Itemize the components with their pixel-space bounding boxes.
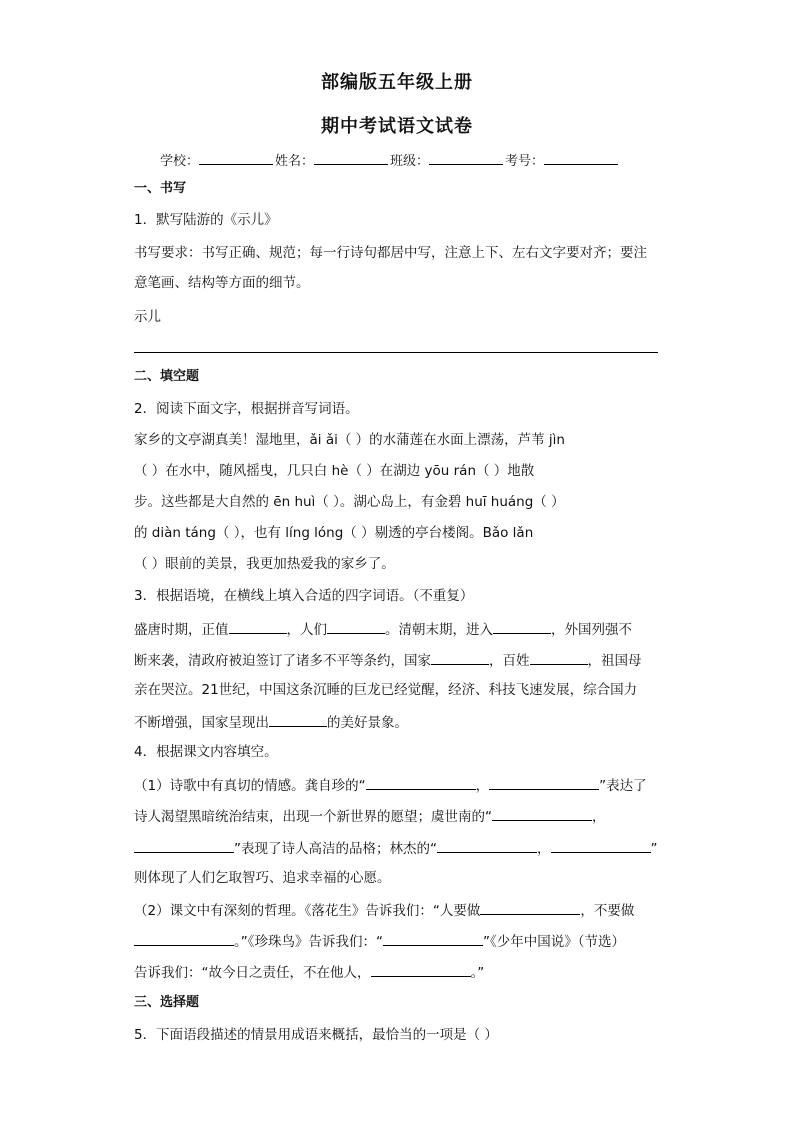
question-4-line1 <box>134 775 647 795</box>
section-heading-choice: 三、选择题 <box>134 995 200 1010</box>
question-4-line4: 则体现了人们乞取智巧、追求幸福的心愿。 <box>134 870 391 886</box>
school-blank <box>199 150 273 165</box>
exam-title-grade: 部编版五年级上册 <box>321 72 473 93</box>
text-fragment: ，不要做 <box>580 903 635 919</box>
text-fragment: ，人们 <box>286 622 327 638</box>
text-fragment: 。清朝末期，进入 <box>385 622 493 638</box>
question-3-line4 <box>134 712 408 732</box>
answer-blank <box>371 962 471 977</box>
text-fragment: 告诉我们：“故今日之责任，不在他人， <box>134 965 371 981</box>
question-2: 2．阅读下面文字，根据拼音写词语。 <box>134 401 359 417</box>
question-2-passage-line5: （ ）眼前的美景，我更加热爱我的家乡了。 <box>134 556 395 572</box>
question-4: 4．根据课文内容填空。 <box>134 744 278 760</box>
question-1-requirement-line2: 意笔画、结构等方面的细节。 <box>134 275 310 291</box>
question-4-line3 <box>134 838 658 858</box>
question-5: 5．下面语段描述的情景用成语来概括，最恰当的一项是（ ） <box>134 1027 498 1043</box>
question-3: 3．根据语境，在横线上填入合适的四字词语。（不重复） <box>134 588 474 604</box>
question-4-line2 <box>134 806 606 826</box>
answer-blank <box>229 619 287 634</box>
answer-blank <box>489 775 599 790</box>
question-3-line3: 亲在哭泣。21世纪，中国这条沉睡的巨龙已经觉醒，经济、科技飞速发展，综合国力 <box>134 682 638 698</box>
name-blank <box>314 150 388 165</box>
school-label: 学校： <box>160 154 200 169</box>
question-1-poem-title: 示儿 <box>134 309 161 325</box>
text-fragment: 的美好景象。 <box>327 715 408 731</box>
text-fragment: 盛唐时期，正值 <box>134 622 229 638</box>
text-fragment: （1）诗歌中有真切的情感。龚自珍的“ <box>134 778 366 794</box>
text-fragment: ，祖国母 <box>587 653 642 669</box>
section-heading-fill-in: 二、填空题 <box>134 369 200 384</box>
answer-blank <box>383 931 483 946</box>
text-fragment: ”表现了诗人高洁的品格；林杰的“ <box>234 841 437 857</box>
text-fragment: ， <box>592 809 606 825</box>
text-fragment: 不断增强，国家呈现出 <box>134 715 269 731</box>
student-info-row <box>160 150 620 169</box>
answer-blank <box>269 712 327 727</box>
section-heading-writing: 一、书写 <box>134 181 187 196</box>
question-1: 1．默写陆游的《示儿》 <box>134 212 278 228</box>
question-2-passage-line1: 家乡的文亭湖真美！湿地里，ǎi ǎi（ ）的水蒲莲在水面上漂荡，芦苇 jìn <box>134 432 565 448</box>
question-2-passage-line4: 的 diàn táng（ ），也有 líng lóng（ ）剔透的亭台楼阁。Bǎo lǎn <box>134 525 534 541</box>
answer-blank <box>437 838 537 853</box>
answer-blank <box>134 931 234 946</box>
text-fragment: 断来袭，清政府被迫签订了诸多不平等条约，国家 <box>134 653 431 669</box>
answer-blank <box>366 775 476 790</box>
text-fragment: （2）课文中有深刻的哲理。《落花生》告诉我们：“人要做 <box>134 903 481 919</box>
question-3-line2 <box>134 650 642 670</box>
text-fragment: ，外国列强不 <box>551 622 632 638</box>
text-fragment: ”表达了 <box>599 778 647 794</box>
question-2-passage-line3: 步。这些都是大自然的 ēn huì（ ）。湖心岛上，有金碧 huī huáng（ ） <box>134 494 565 510</box>
question-4-line5 <box>134 900 634 920</box>
class-label: 班级： <box>390 154 430 169</box>
text-fragment: ” <box>650 841 658 857</box>
text-fragment: 。”《珍珠鸟》告诉我们：“ <box>234 934 383 950</box>
answer-blank <box>480 900 580 915</box>
question-4-line7 <box>134 962 484 982</box>
text-fragment: 。” <box>470 965 485 981</box>
question-2-passage-line2: （ ）在水中，随风摇曳，几只白 hè（ ）在湖边 yōu rán（ ）地散 <box>134 463 535 479</box>
text-fragment: 诗人渴望黑暗统治结束，出现一个新世界的愿望；虞世南的“ <box>134 809 492 825</box>
writing-answer-line <box>134 352 658 353</box>
exam-no-blank <box>544 150 618 165</box>
question-4-line6 <box>134 931 625 951</box>
answer-blank <box>530 650 588 665</box>
name-label: 姓名： <box>275 154 315 169</box>
text-fragment: ， <box>537 841 551 857</box>
question-3-line1 <box>134 619 632 639</box>
answer-blank <box>492 806 592 821</box>
answer-blank <box>431 650 489 665</box>
answer-blank <box>134 838 234 853</box>
text-fragment: ， <box>475 778 490 794</box>
answer-blank <box>327 619 385 634</box>
question-1-requirement-line1: 书写要求：书写正确、规范；每一行诗句都居中写，注意上下、左右文字要对齐；要注 <box>134 245 647 261</box>
answer-blank <box>551 838 651 853</box>
class-blank <box>429 150 503 165</box>
text-fragment: ，百姓 <box>489 653 530 669</box>
answer-blank <box>493 619 551 634</box>
text-fragment: ”《少年中国说》（节选） <box>483 934 625 950</box>
exam-title-name: 期中考试语文试卷 <box>321 116 473 137</box>
exam-no-label: 考号： <box>505 154 545 169</box>
